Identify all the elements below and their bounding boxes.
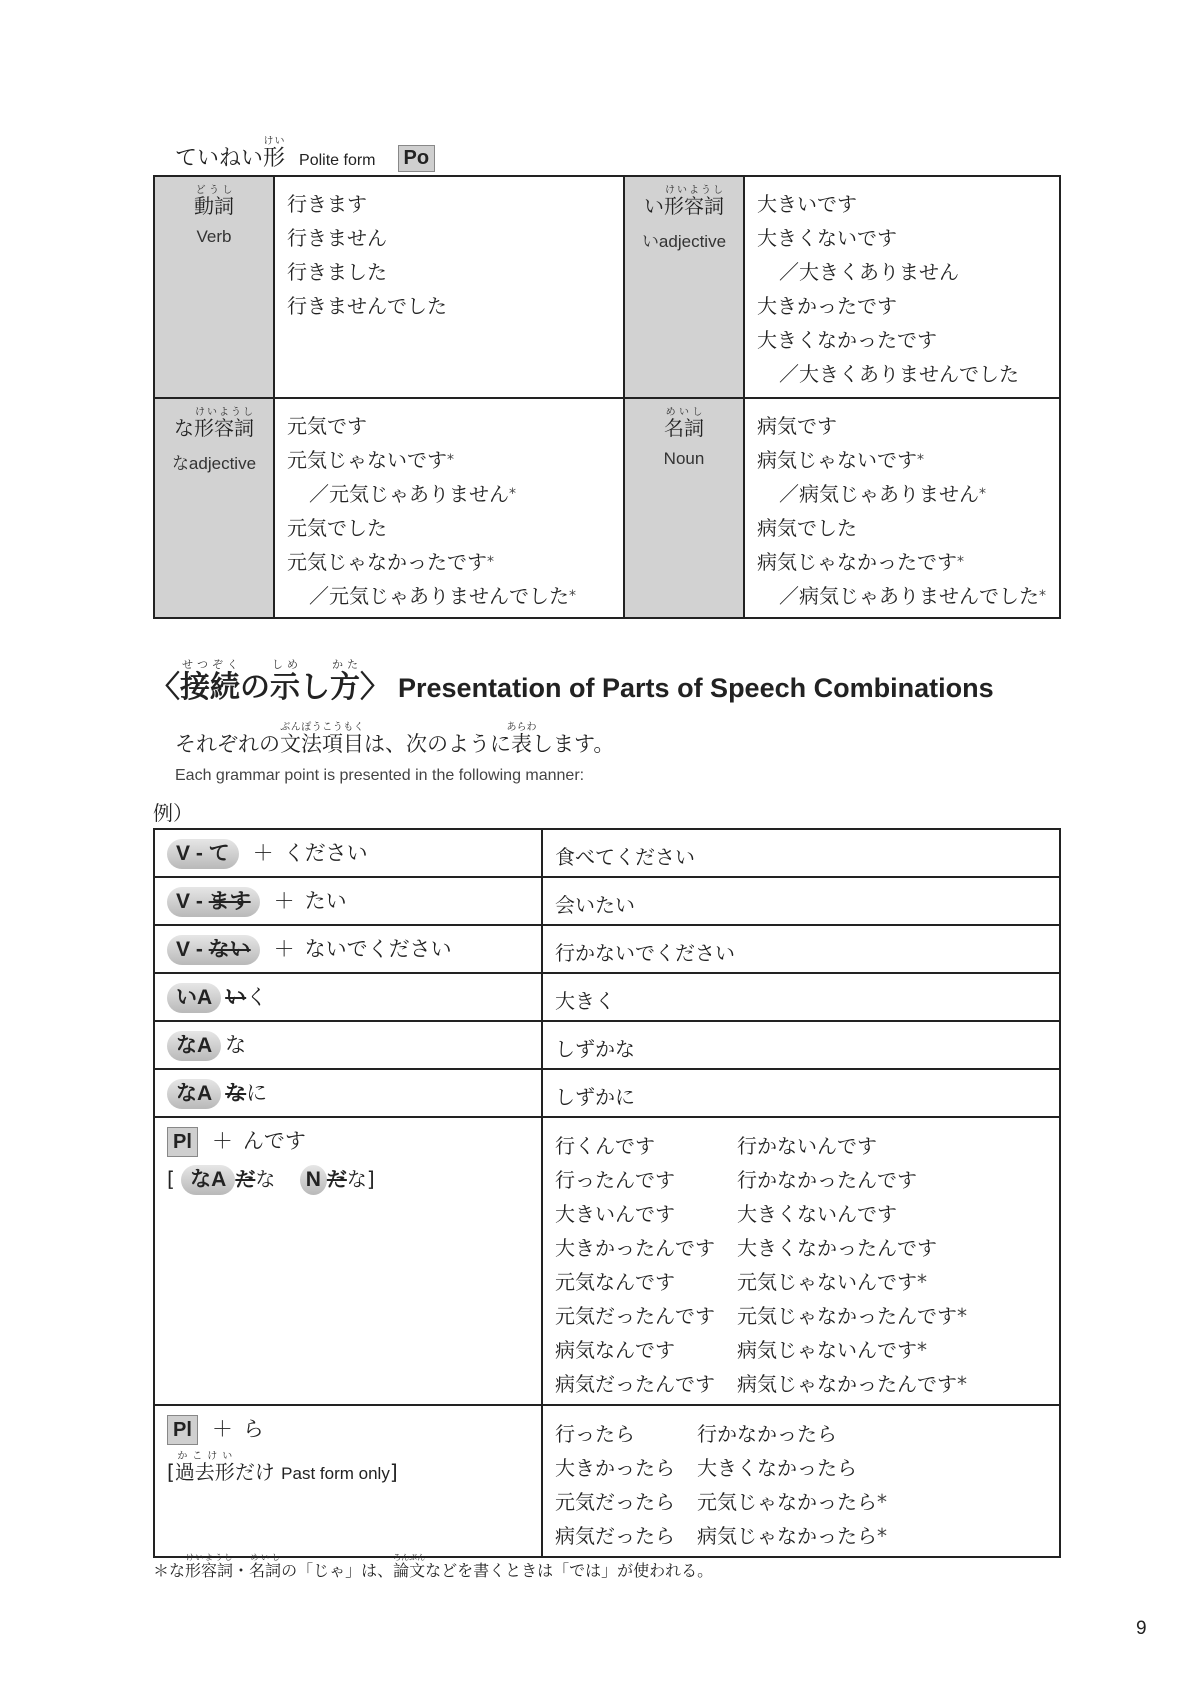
pattern-cell: いA いく (154, 973, 542, 1021)
example-cell: 食べてください (542, 829, 1060, 877)
example-cell: 会いたい (542, 877, 1060, 925)
polite-form-heading (175, 128, 435, 172)
pattern-cell: V - て ＋ ください (154, 829, 542, 877)
example-cell: しずかに (542, 1069, 1060, 1117)
section-heading-jp: 〈接続せつぞくの示しめし方かた〉 (150, 658, 390, 705)
noun-forms-cell: 病気です 病気じゃないです* ／病気じゃありません* 病気でした 病気じゃなかったです* ／病気じゃありませんでした* (744, 398, 1060, 618)
example-cell: 行かないでください (542, 925, 1060, 973)
table-row (154, 973, 1060, 1021)
pattern-cell: V - ます ＋ たい (154, 877, 542, 925)
na-adjective-pill: なA (167, 1031, 221, 1061)
na-adjective-forms-cell: 元気です 元気じゃないです* ／元気じゃありません* 元気でした 元気じゃなかったです* ／元気じゃありませんでした* (274, 398, 624, 618)
table-row (154, 829, 1060, 877)
noun-pill: N (300, 1165, 327, 1195)
table-row (154, 1405, 1060, 1557)
polite-form-title-jp: ていねい形けい (175, 136, 286, 171)
table-row (154, 1069, 1060, 1117)
i-adjective-forms-cell: 大きいです 大きくないです ／大きくありません 大きかったです 大きくなかったです ／大きくありませんでした (744, 176, 1060, 398)
example-cell: しずかな (542, 1021, 1060, 1069)
na-adjective-label-cell: な形容詞けいようし なadjective (154, 398, 274, 618)
bracket-note: [ なA だな N だな] (167, 1163, 529, 1195)
polite-form-table (153, 175, 1061, 619)
pattern-cell: なA な (154, 1021, 542, 1069)
pl-badge: Pl (167, 1415, 198, 1445)
noun-label-cell: 名詞めいし Noun (624, 398, 744, 618)
v-masu-pill: V - ます (167, 887, 260, 917)
section-heading-en: Presentation of Parts of Speech Combinations (398, 673, 994, 703)
page-number: 9 (1136, 1618, 1147, 1639)
example-cell: 大きく (542, 973, 1060, 1021)
combination-table (153, 828, 1061, 1558)
section-heading (150, 658, 1070, 706)
pattern-cell: Pl ＋ んです [ なA だな N だな] (154, 1117, 542, 1405)
table-row (154, 1021, 1060, 1069)
na-adjective-pill: なA (181, 1165, 235, 1195)
example-cell: 行ったら 行かなかったら 大きかったら 大きくなかったら 元気だったら 元気じゃなかったら* 病気だったら 病気じゃなかったら* (542, 1405, 1060, 1557)
intro-text-jp: それぞれの文法項目ぶんぽうこうもくは、次のように表あらわします。 (175, 722, 615, 756)
pattern-cell: なA なに (154, 1069, 542, 1117)
pl-badge: Pl (167, 1127, 198, 1157)
verb-forms-cell: 行きます 行きません 行きました 行きませんでした (274, 176, 624, 398)
verb-label-cell: 動詞どうし Verb (154, 176, 274, 398)
example-label: 例） (153, 801, 193, 825)
table-row (154, 176, 1060, 398)
footnote: ＊な形容詞けいようし・名詞めいしの「じゃ」は、論文ろんぶんなどを書くときは「では」が使われる。 (153, 1553, 714, 1580)
i-adjective-pill: いA (167, 983, 221, 1013)
bracket-note: [過去形かこけいだけ Past form only] (167, 1451, 398, 1484)
i-adjective-label-cell: い形容詞けいようし いadjective (624, 176, 744, 398)
na-adjective-pill: なA (167, 1079, 221, 1109)
pattern-cell: Pl ＋ ら [過去形かこけいだけ Past form only] (154, 1405, 542, 1557)
v-te-pill: V - て (167, 839, 239, 869)
pattern-cell: V - ない ＋ ないでください (154, 925, 542, 973)
table-row (154, 877, 1060, 925)
polite-form-title-en: Polite form (299, 152, 376, 169)
intro-text-en: Each grammar point is presented in the following manner: (175, 767, 585, 784)
po-badge: Po (398, 145, 436, 172)
table-row (154, 1117, 1060, 1405)
table-row (154, 398, 1060, 618)
example-cell: 行くんです 行かないんです 行ったんです 行かなかったんです 大きいんです 大きくないんです 大きかったんです 大きくなかったんです 元気なんです 元気じゃないんです* 元気だったんです 元気じゃなかったんです* 病気なんです 病気じゃないんです* 病気だったんです 病気じゃなかったんです* (542, 1117, 1060, 1405)
table-row (154, 925, 1060, 973)
v-nai-pill: V - ない (167, 935, 260, 965)
